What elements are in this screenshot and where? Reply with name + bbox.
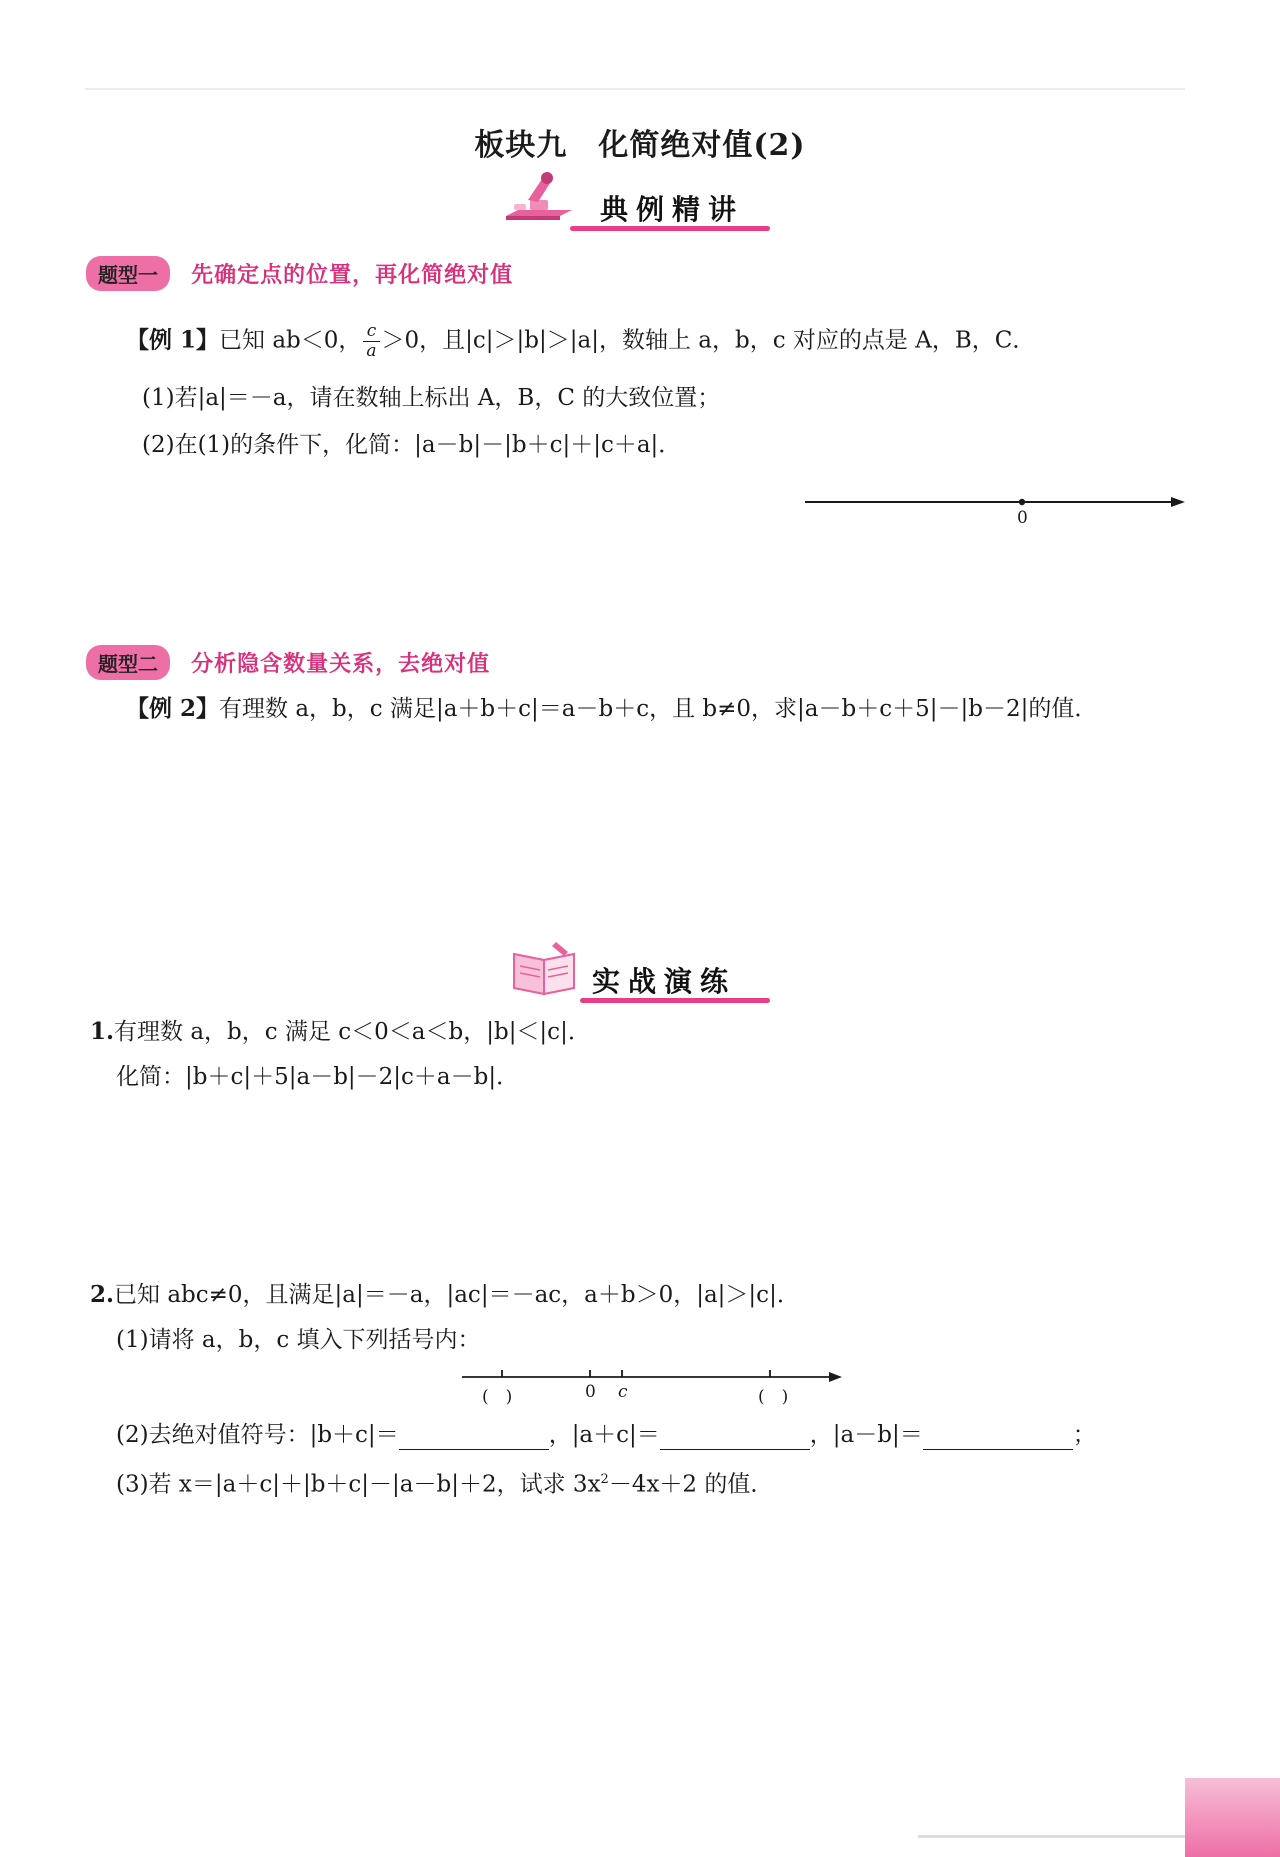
exercise-2-line-1: [90, 1280, 800, 1310]
footer-page-tab: [1185, 1778, 1280, 1857]
exercise-1-number: 1.: [90, 1018, 115, 1045]
exercise-1-line-2: 化简：|b＋c|＋5|a－b|－2|c＋a－b|．: [116, 1064, 520, 1090]
number-line-1-zero-label: 0: [1017, 508, 1028, 528]
axis-right-blank[interactable]: ( ): [758, 1387, 789, 1407]
part-2-end: ；: [1072, 1422, 1096, 1448]
part-3-text-b: －4x＋2 的值．: [608, 1471, 774, 1498]
example-1-part-1: (1)若|a|＝－a，请在数轴上标出 A，B，C 的大致位置；: [142, 385, 721, 411]
section-tag-1: 题型一: [86, 256, 170, 291]
banner-practice-label: 实战演练: [592, 965, 737, 998]
exercise-2-text-1: 已知 abc≠0，且满足|a|＝－a，|ac|＝－ac，a＋b＞0，|a|＞|c|．: [114, 1282, 800, 1308]
section-title-1: 先确定点的位置，再化简绝对值: [191, 263, 514, 288]
part-2-text-b: ，|a＋c|＝: [548, 1422, 660, 1448]
exercise-1-line-1: [90, 1017, 591, 1047]
part-3-text-a: (3)若 x＝|a＋c|＋|b＋c|－|a－b|＋2，试求 3x: [116, 1471, 601, 1498]
axis-c-label: c: [618, 1382, 628, 1402]
section-tag-2: 题型二: [86, 645, 170, 680]
example-1-statement: [126, 322, 1035, 361]
exercise-2-number: 2.: [90, 1281, 115, 1308]
banner-examples-underline: [570, 226, 770, 231]
example-2-text: 有理数 a，b，c 满足|a＋b＋c|＝a－b＋c，且 b≠0，求|a－b＋c＋5|－|b－2|的值．: [219, 696, 1098, 722]
answer-blank-a-minus-b[interactable]: [923, 1427, 1073, 1450]
example-1-part-2: (2)在(1)的条件下，化简：|a－b|－|b＋c|＋|c＋a|．: [142, 432, 682, 458]
footer-rule: [918, 1835, 1188, 1838]
book-icon: [510, 940, 580, 996]
example-2-statement: [126, 694, 1097, 724]
number-line-1: [805, 485, 1185, 525]
fraction-numerator: c: [363, 322, 379, 342]
banner-practice-underline: [580, 998, 770, 1003]
fraction-denominator: a: [366, 341, 377, 361]
section-title-2: 分析隐含数量关系，去绝对值: [191, 652, 491, 677]
banner-examples: [500, 178, 780, 232]
exercise-2-part-3: [116, 1465, 773, 1500]
example-1-fraction: [363, 322, 379, 361]
example-1-label: 【例 1】: [126, 326, 220, 354]
answer-blank-a-plus-c[interactable]: [660, 1427, 810, 1450]
top-rule: [85, 88, 1185, 90]
answer-blank-b-plus-c[interactable]: [399, 1427, 549, 1450]
axis-left-blank[interactable]: ( ): [482, 1387, 513, 1407]
exercise-2-part-2: [116, 1420, 1096, 1450]
microscope-icon: [500, 170, 580, 226]
section-header-1: [86, 256, 513, 291]
part-2-text-a: (2)去绝对值符号：|b＋c|＝: [116, 1422, 399, 1448]
page-title: 板块九 化简绝对值(2): [474, 128, 806, 163]
example-1-text-b: ＞0，且|c|＞|b|＞|a|，数轴上 a，b，c 对应的点是 A，B，C．: [381, 327, 1036, 354]
example-1-text-a: 已知 ab＜0，: [219, 327, 362, 354]
exercise-2-part-1: (1)请将 a，b，c 填入下列括号内：: [116, 1327, 481, 1353]
part-3-exponent: 2: [600, 1472, 609, 1487]
section-header-2: [86, 645, 490, 680]
part-2-text-c: ，|a－b|＝: [809, 1422, 923, 1448]
axis-zero-label: 0: [585, 1382, 596, 1402]
example-2-label: 【例 2】: [126, 695, 220, 722]
banner-practice: [510, 950, 780, 1004]
banner-examples-label: 典例精讲: [600, 193, 745, 226]
exercise-1-text-1: 有理数 a，b，c 满足 c＜0＜a＜b，|b|＜|c|．: [114, 1019, 591, 1045]
